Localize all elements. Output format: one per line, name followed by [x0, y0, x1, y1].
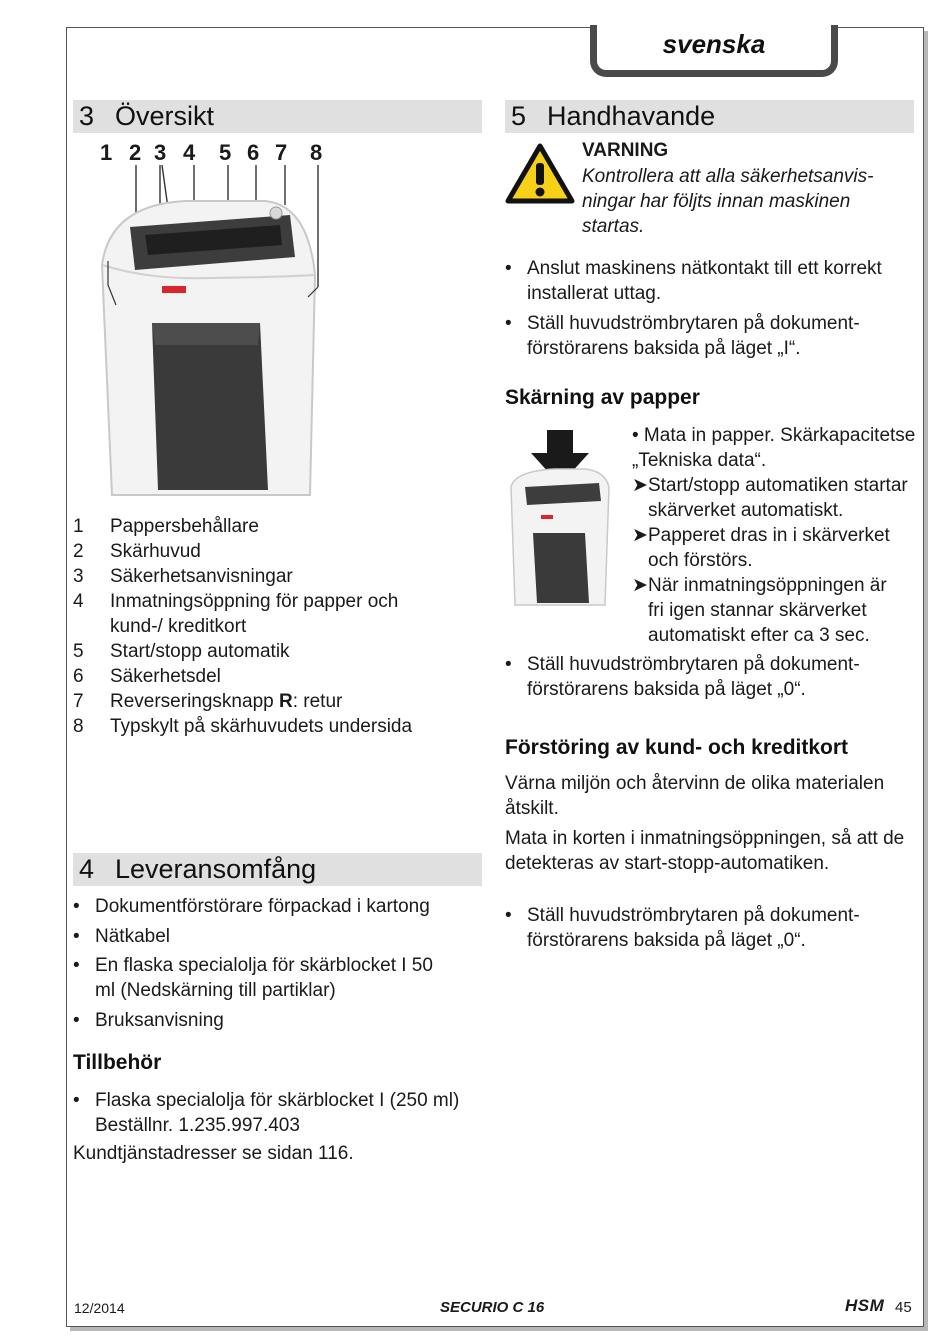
operation-section-title: Handhavande — [547, 101, 716, 131]
callout-number: 7 — [275, 140, 288, 165]
footer-date: 12/2014 — [74, 1300, 125, 1316]
list-item: 7 Reverseringsknapp R: retur — [73, 691, 343, 712]
overview-section-header — [73, 100, 482, 133]
cards-text-2: Mata in korten i inmatningsöppningen, så att de detekteras av start-stopp-automatiken. — [505, 828, 905, 874]
list-item: • Nätkabel — [73, 925, 170, 947]
list-item: • En flaska specialolja för skärblocket I 50 ml (Nedskärning till partiklar) — [73, 955, 433, 1001]
list-item: • Bruksanvisning — [73, 1009, 224, 1031]
accessories-heading: Tillbehör — [73, 1051, 162, 1074]
cards-text-1: Värna miljön och återvinn de olika materialen åtskilt. — [505, 773, 885, 819]
overview-section-title: Översikt — [115, 101, 215, 131]
cards-heading: Förstöring av kund- och kreditkort — [505, 736, 849, 759]
callout-number: 4 — [183, 140, 196, 165]
warning-triangle-icon — [505, 143, 575, 205]
list-item: ➤ När inmatningsöppningen är fri igen stannar skärverket automatiskt efter ca 3 sec. — [632, 575, 887, 646]
cutting-heading: Skärning av papper — [505, 386, 700, 409]
callout-number: 2 — [129, 140, 142, 165]
list-item: 6 Säkerhetsdel — [73, 666, 221, 687]
footer-brand-logo: HSM — [845, 1296, 885, 1315]
cards-final-step — [505, 903, 900, 958]
list-item: • Ställ huvudströmbrytaren på dokumentförstörarens baksida på läget „I“. — [505, 312, 860, 359]
callout-number: 1 — [100, 140, 113, 165]
callout-number: 3 — [154, 140, 167, 165]
warning-title: VARNING — [582, 140, 669, 161]
list-item: • Flaska specialolja för skärblocket I (250 ml) Beställnr. 1.235.997.403 — [73, 1090, 460, 1136]
arrow-right-icon: ➤ — [632, 525, 648, 546]
shredder-feed-illustration — [505, 425, 617, 610]
footer-model: SECURIO C 16 — [440, 1299, 545, 1316]
service-note: Kundtjänstadresser se sidan 116. — [73, 1143, 354, 1164]
operation-steps — [505, 256, 900, 365]
warning-text: Kontrollera att alla säkerhetsanvisningar har följts innan maskinen startas. — [582, 166, 874, 237]
cutting-results — [632, 473, 917, 648]
parts-list — [73, 514, 470, 739]
delivery-section-title: Leveransomfång — [115, 854, 317, 884]
delivery-section-number: 4 — [79, 854, 95, 884]
list-item: 4 Inmatningsöppning för papper och kund-/ kreditkort — [73, 591, 399, 637]
list-item: • Dokumentförstörare förpackad i kartong — [73, 896, 430, 917]
delivery-section-header — [73, 853, 482, 886]
accessories-list — [73, 1088, 485, 1143]
shredder-overview-illustration — [90, 165, 335, 505]
arrow-right-icon: ➤ — [632, 475, 648, 496]
list-item: 2 Skärhuvud — [73, 541, 201, 562]
callout-number: 6 — [247, 140, 260, 165]
delivery-list — [73, 894, 473, 1037]
overview-section-number: 3 — [79, 101, 95, 131]
list-item: 3 Säkerhetsanvisningar — [73, 566, 293, 587]
language-tab — [590, 25, 838, 77]
list-item: ➤ Start/stopp automatiken startar skärverket automatiskt. — [632, 475, 908, 521]
list-item: 1 Pappersbehållare — [73, 516, 259, 537]
list-item: • Ställ huvudströmbrytaren på dokumentförstörarens baksida på läget „0“. — [505, 905, 860, 951]
arrow-right-icon: ➤ — [632, 575, 648, 596]
page-number: 45 — [895, 1299, 912, 1316]
list-item: 8 Typskylt på skärhuvudets undersida — [73, 716, 413, 737]
list-item: 5 Start/stopp automatik — [73, 641, 290, 662]
list-item: • Ställ huvudströmbrytaren på dokumentförstörarens baksida på läget „0“. — [505, 654, 860, 700]
hsm-logo-icon — [162, 286, 186, 293]
callout-number: 5 — [219, 140, 232, 165]
list-item: • Anslut maskinens nätkontakt till ett korrekt installerat uttag. — [505, 258, 882, 304]
cutting-final-step — [505, 652, 900, 707]
cutting-feed-text: • Mata in papper. Skärkapacitetse „Tekniska data“. — [632, 425, 916, 471]
operation-section-header — [505, 100, 914, 133]
operation-section-number: 5 — [511, 101, 527, 131]
callout-number: 8 — [310, 140, 323, 165]
language-label: svenska — [662, 29, 766, 59]
list-item: ➤ Papperet dras in i skärverket och förstörs. — [632, 525, 890, 571]
